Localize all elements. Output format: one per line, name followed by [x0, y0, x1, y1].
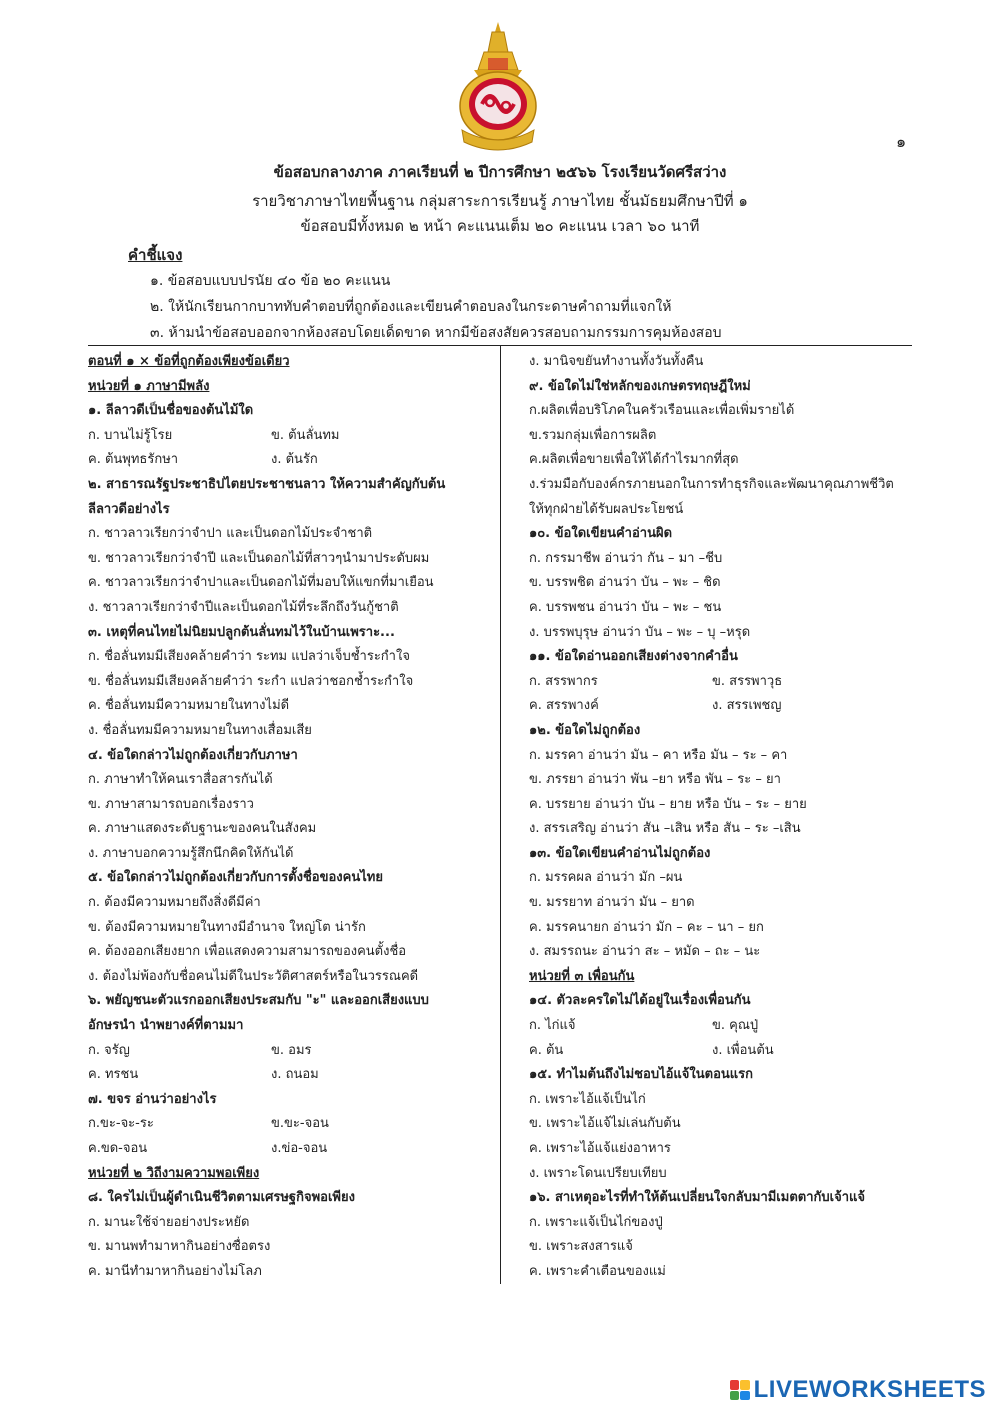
answer-choice: ง.ข่อ-จอน: [271, 1141, 328, 1156]
answer-choice: ให้ทุกฝ่ายได้รับผลประโยชน์: [529, 501, 684, 517]
answer-choice: ข.ขะ-จอน: [271, 1116, 329, 1132]
question-text: ๑๓. ข้อใดเขียนคำอ่านไม่ถูกต้อง: [529, 845, 711, 861]
answer-choice: ข. สรรพาวุธ: [712, 673, 783, 689]
question-text: ๘. ใครไม่เป็นผู้ดำเนินชีวิตตามเศรษฐกิจพอเพียง: [88, 1190, 355, 1206]
question-text: ลีลาวดีอย่างไร: [88, 501, 170, 517]
answer-choice: ค. ภาษาแสดงระดับฐานะของคนในสังคม: [88, 821, 317, 837]
answer-choice: ง. เพราะโดนเปรียบเทียบ: [529, 1165, 667, 1181]
answer-choice: ก. ชื่อลั่นทมมีเสียงคล้ายคำว่า ระทม แปลว่าเจ็บช้ำระกำใจ: [88, 649, 410, 665]
answer-choice: ข. บรรพชิต อ่านว่า บัน – พะ – ชิด: [529, 575, 721, 591]
answer-choice: ค. บรรพชน อ่านว่า บัน – พะ – ชน: [529, 599, 722, 615]
question-text: ๕. ข้อใดกล่าวไม่ถูกต้องเกี่ยวกับการตั้งชื่อของคนไทย: [88, 870, 383, 886]
answer-choice: ง. เพื่อนต้น: [712, 1042, 774, 1058]
answer-choice-row: [529, 694, 929, 719]
answer-choice-row: [88, 1112, 508, 1137]
answer-choice-row: [88, 1137, 508, 1162]
answer-choice: ง. ชาวลาวเรียกว่าจำปีและเป็นดอกไม้ที่ระลึกถึงวันกู้ชาติ: [88, 599, 399, 615]
answer-choice: ข. ต้นลั่นทม: [271, 427, 340, 443]
answer-choice-row: [529, 1014, 929, 1039]
question-text: ๗. ขจร อ่านว่าอย่างไร: [88, 1091, 217, 1107]
question-text: ๓. เหตุที่คนไทยไม่นิยมปลูกต้นลั่นทมไว้ในบ้านเพราะ...: [88, 624, 395, 640]
answer-choice: ข. ภรรยา อ่านว่า พัน –ยา หรือ พัน – ระ – ยา: [529, 772, 781, 788]
answer-choice-row: [88, 1039, 508, 1064]
answer-choice: ค. เพราะไอ้แจ้แย่งอาหาร: [529, 1141, 671, 1156]
question-text: ๑๐. ข้อใดเขียนคำอ่านผิด: [529, 526, 673, 542]
liveworksheets-brand: LIVEWORKSHEETS: [753, 1376, 986, 1403]
answer-choice: ก. ภาษาทำให้คนเราสื่อสารกันได้: [88, 772, 273, 788]
answer-choice: ค. ต้องออกเสียงยาก เพื่อแสดงความสามารถของคนตั้งชื่อ: [88, 944, 407, 960]
question-text: ๑. ลีลาวดีเป็นชื่อของต้นไม้ใด: [88, 403, 254, 419]
answer-choice: ก. มานะใช้จ่ายอย่างประหยัด: [88, 1214, 250, 1230]
answer-choice: ก. เพราะแจ้เป็นไก่ของปู่: [529, 1214, 663, 1230]
section-heading: หน่วยที่ ๒ วิถีงามความพอเพียง: [88, 1165, 260, 1181]
instruction-item: ๑. ข้อสอบแบบปรนัย ๔๐ ข้อ ๒๐ คะแนน: [150, 273, 391, 289]
answer-choice: ค.ขด-จอน: [88, 1141, 148, 1156]
answer-choice: ก. เพราะไอ้แจ้เป็นไก่: [529, 1091, 646, 1107]
question-text: ๑๖. สาเหตุอะไรที่ทำให้ต้นเปลี่ยนใจกลับมามีเมตตากับเจ้าแจ้: [529, 1190, 865, 1206]
liveworksheets-logo-icon: [730, 1380, 750, 1400]
answer-choice: ข. ชาวลาวเรียกว่าจำปี และเป็นดอกไม้ที่สาวๆนำมาประดับผม: [88, 550, 430, 566]
exam-title: ข้อสอบกลางภาค ภาคเรียนที่ ๒ ปีการศึกษา ๒๕๖๖ โรงเรียนวัดศรีสว่าง: [273, 163, 727, 181]
answer-choice: ก. กรรมาชีพ อ่านว่า กัน – มา –ชีบ: [529, 550, 723, 566]
left-question-column: [88, 350, 508, 1285]
answer-choice: ง. ถนอม: [271, 1067, 319, 1083]
question-text: ๖. พยัญชนะตัวแรกออกเสียงประสมกับ "ะ" และออกเสียงแบบ: [88, 993, 429, 1009]
answer-choice: ง. ชื่อลั่นทมมีความหมายในทางเสื่อมเสีย: [88, 722, 312, 738]
subject-line: รายวิชาภาษาไทยพื้นฐาน กลุ่มสาระการเรียนรู้ ภาษาไทย ชั้นมัธยมศึกษาปีที่ ๑: [252, 192, 748, 210]
section-heading: หน่วยที่ ๑ ภาษามีพลัง: [88, 378, 210, 394]
answer-choice: ค. มานีทำมาหากินอย่างไม่โลภ: [88, 1263, 262, 1279]
instructions-title: คำชี้แจง: [128, 246, 183, 264]
answer-choice: ก. บานไม่รู้โรย: [88, 427, 173, 443]
question-text: ๑๒. ข้อใดไม่ถูกต้อง: [529, 722, 641, 738]
answer-choice: ค. เพราะคำเตือนของแม่: [529, 1263, 666, 1279]
answer-choice: ค. ชาวลาวเรียกว่าจำปาและเป็นดอกไม้ที่มอบให้แขกที่มาเยือน: [88, 575, 434, 591]
answer-choice-row: [529, 1039, 929, 1064]
answer-choice: ง. สรรเพชญ: [712, 698, 782, 714]
answer-choice: ง.ร่วมมือกับองค์กรภายนอกในการทำธุรกิจและพัฒนาคุณภาพชีวิต: [529, 476, 894, 492]
answer-choice: ก. ไก่แจ้: [529, 1018, 576, 1034]
answer-choice: ก. จรัญ: [88, 1042, 130, 1058]
answer-choice: ข. ภาษาสามารถบอกเรื่องราว: [88, 796, 254, 812]
answer-choice: ง. ต้องไม่พ้องกับชื่อคนไม่ดีในประวัติศาสตร์หรือในวรรณคดี: [88, 968, 419, 984]
answer-choice: ข. ชื่อลั่นทมมีเสียงคล้ายคำว่า ระกำ แปลว่าชอกช้ำระกำใจ: [88, 673, 414, 689]
answer-choice: ค. ต้นพุทธรักษา: [88, 452, 179, 468]
liveworksheets-footer: [730, 1376, 986, 1404]
answer-choice: ข. คุณปู่: [712, 1018, 759, 1034]
question-text: ๑๕. ทำไมต้นถึงไม่ชอบไอ้แจ้ในตอนแรก: [529, 1067, 754, 1083]
answer-choice: ก. มรรคา อ่านว่า มัน – คา หรือ มัน – ระ – คา: [529, 747, 788, 763]
answer-choice: ข. เพราะสงสารแจ้: [529, 1239, 633, 1255]
answer-choice: ก.ขะ-จะ-ระ: [88, 1116, 154, 1132]
section-heading: ตอนที่ ๑ × ข้อที่ถูกต้องเพียงข้อเดียว: [88, 354, 290, 369]
right-question-column: [529, 350, 929, 1285]
answer-choice: ค. ต้น: [529, 1042, 564, 1058]
answer-choice: ข. อมร: [271, 1042, 312, 1058]
answer-choice: ข.รวมกลุ่มเพื่อการผลิต: [529, 427, 657, 443]
answer-choice: ค. ทรชน: [88, 1067, 139, 1083]
answer-choice: ง. สรรเสริญ อ่านว่า สัน –เสิน หรือ สัน – ระ –เสิน: [529, 821, 801, 837]
answer-choice: ค. มรรคนายก อ่านว่า มัก – คะ – นา – ยก: [529, 919, 764, 935]
page-number: ๑: [896, 132, 907, 151]
answer-choice: ค.ผลิตเพื่อขายเพื่อให้ได้กำไรมากที่สุด: [529, 452, 739, 468]
question-text: ๑๔. ตัวละครใดไม่ได้อยู่ในเรื่องเพื่อนกัน: [529, 993, 751, 1009]
answer-choice: ค. ชื่อลั่นทมมีความหมายในทางไม่ดี: [88, 698, 290, 714]
answer-choice: ก. มรรคผล อ่านว่า มัก –ผน: [529, 870, 683, 886]
answer-choice: ก. สรรพากร: [529, 673, 598, 689]
answer-choice: ง. มานิจขยันทำงานทั้งวันทั้งคืน: [529, 354, 704, 369]
instruction-item: ๒. ให้นักเรียนกากบาททับคำตอบที่ถูกต้องและเขียนคำตอบลงในกระดาษคำถามที่แจกให้: [150, 299, 672, 315]
answer-choice: ก. ชาวลาวเรียกว่าจำปา และเป็นดอกไม้ประจำชาติ: [88, 526, 373, 542]
school-emblem-logo: [448, 18, 548, 153]
question-text: ๙. ข้อใดไม่ใช่หลักของเกษตรทฤษฎีใหม่: [529, 378, 751, 394]
answer-choice: ง. สมรรถนะ อ่านว่า สะ – หมัด – ถะ – นะ: [529, 944, 761, 960]
answer-choice: ง. ภาษาบอกความรู้สึกนึกคิดให้กันได้: [88, 845, 294, 861]
answer-choice: ค. บรรยาย อ่านว่า บัน – ยาย หรือ บัน – ระ – ยาย: [529, 796, 807, 812]
answer-choice-row: [88, 448, 508, 473]
answer-choice-row: [529, 670, 929, 695]
question-text: ๑๑. ข้อใดอ่านออกเสียงต่างจากคำอื่น: [529, 649, 738, 665]
answer-choice: ง. บรรพบุรุษ อ่านว่า บัน – พะ – บุ –หรุด: [529, 624, 751, 640]
question-text: ๔. ข้อใดกล่าวไม่ถูกต้องเกี่ยวกับภาษา: [88, 747, 298, 763]
answer-choice: ง. ต้นรัก: [271, 452, 318, 468]
answer-choice: ค. สรรพางค์: [529, 698, 599, 714]
answer-choice: ข. เพราะไอ้แจ้ไม่เล่นกับต้น: [529, 1116, 681, 1132]
answer-choice-row: [88, 424, 508, 449]
question-text: อักษรนำ นำพยางค์ที่ตามมา: [88, 1018, 244, 1034]
answer-choice: ข. ต้องมีความหมายในทางมีอำนาจ ใหญ่โต น่ารัก: [88, 919, 366, 935]
answer-choice-row: [88, 1063, 508, 1088]
answer-choice: ข. มานพทำมาหากินอย่างซื่อตรง: [88, 1239, 271, 1255]
answer-choice: ก. ต้องมีความหมายถึงสิ่งดีมีค่า: [88, 895, 261, 911]
answer-choice: ก.ผลิตเพื่อบริโภคในครัวเรือนและเพื่อเพิ่มรายได้: [529, 403, 795, 419]
answer-choice: ข. มรรยาท อ่านว่า มัน – ยาด: [529, 895, 695, 911]
exam-info-line: ข้อสอบมีทั้งหมด ๒ หน้า คะแนนเต็ม ๒๐ คะแนน เวลา ๖๐ นาที: [300, 217, 700, 235]
question-text: ๒. สาธารณรัฐประชาธิปไตยประชาชนลาว ให้ความสำคัญกับต้น: [88, 476, 446, 492]
section-heading: หน่วยที่ ๓ เพื่อนกัน: [529, 968, 635, 984]
instruction-item: ๓. ห้ามนำข้อสอบออกจากห้องสอบโดยเด็ดขาด หากมีข้อสงสัยควรสอบถามกรรมการคุมห้องสอบ: [150, 325, 722, 341]
